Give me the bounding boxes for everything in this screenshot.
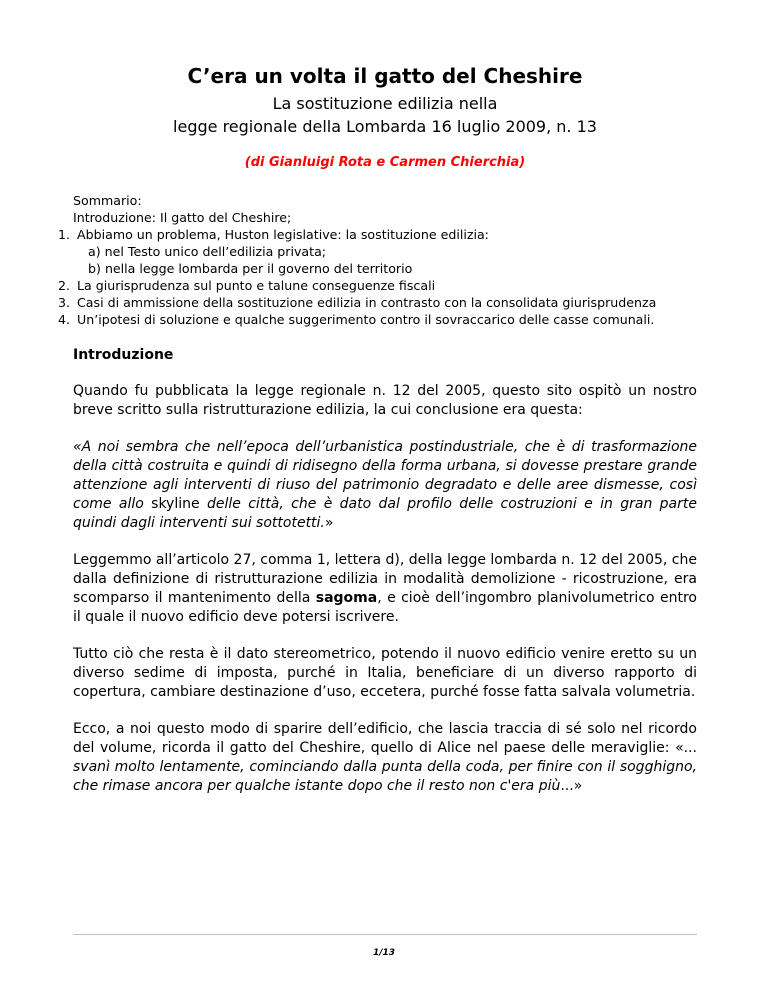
summary-item-number: a) (88, 244, 101, 259)
quote-text: delle città, che è dato dal profilo delle costruzioni e in gran parte quindi dagli interventi sui sottotetti. (73, 496, 697, 531)
body-paragraph (73, 720, 697, 796)
summary-label: Sommario: (73, 193, 142, 208)
summary-item: 4. Un’ipotesi di soluzione e qualche suggerimento contro il sovraccarico delle casse comunali. (58, 312, 655, 327)
summary-subitem (73, 243, 697, 260)
paragraph-text: , e cioè dell’ingombro planivolumetrico entro il quale il nuovo edificio deve potersi iscrivere. (73, 590, 697, 625)
quote-text: «A noi sembra che nell’epoca dell’urbanistica postindustriale, che è di trasformazione della città costruita e quindi di ridisegno della forma urbana, si dovesse prestare grande attenzione agli interventi di riuso del patrimonio degradato e delle aree dismesse, così come allo (73, 439, 697, 512)
italic-quote: svanì molto lentamente, cominciando dalla punta della coda, per finire con il sogghigno, che rimase ancora per qualche istante dopo che il resto non c'era più (73, 759, 697, 794)
section-heading: Introduzione (73, 347, 174, 363)
summary-item-number: b) (88, 261, 101, 276)
page-number: 1/13 (372, 948, 396, 958)
paragraph-text: Ecco, a noi questo modo di sparire dell’edificio, che lascia traccia di sé solo nel ricordo del volume, ricorda il gatto del Cheshire, quello di Alice nel paese delle meraviglie: «... (73, 721, 697, 756)
summary-item-text: Un’ipotesi di soluzione e qualche suggerimento contro il sovraccarico delle casse comunali. (77, 312, 655, 327)
summary-item-text: La giurisprudenza sul punto e talune conseguenze fiscali (77, 278, 436, 293)
quote-close: ...» (560, 778, 583, 794)
bold-term: sagoma (315, 590, 378, 606)
summary-item-text: nella legge lombarda per il governo del territorio (104, 261, 413, 276)
summary-intro: Introduzione: Il gatto del Cheshire; (73, 210, 292, 225)
quote-skyline-term: skyline (151, 496, 200, 512)
summary-item: 1. Abbiamo un problema, Huston legislative: la sostituzione edilizia: (58, 227, 489, 242)
subtitle-line-2: legge regionale della Lombarda 16 luglio 2009, n. 13 (173, 117, 597, 136)
page-content (58, 62, 697, 796)
summary-item-text: Casi di ammissione della sostituzione edilizia in contrasto con la consolidata giurisprudenza (77, 295, 657, 310)
summary-item: 2. La giurisprudenza sul punto e talune conseguenze fiscali (58, 278, 436, 293)
quote-paragraph (73, 438, 697, 533)
body-paragraph: Tutto ciò che resta è il dato stereometrico, potendo il nuovo edificio venire eretto su un diverso sedime di imposta, purché in Italia, beneficiare di un diverso rapporto di copertura, cambiare destinazione d’uso, eccetera, purché fosse fatta salvala volumetria. (73, 646, 697, 700)
summary-item-text: nel Testo unico dell’edilizia privata; (104, 244, 327, 259)
document-subtitle (73, 92, 697, 138)
summary-item-text: Abbiamo un problema, Huston legislative: la sostituzione edilizia: (77, 227, 489, 242)
summary-item: 3. Casi di ammissione della sostituzione edilizia in contrasto con la consolidata giurisprudenza (58, 295, 657, 310)
subtitle-line-1: La sostituzione edilizia nella (272, 94, 498, 113)
summary-block (58, 192, 697, 328)
quote-close: » (324, 515, 334, 531)
summary-subitem (73, 260, 697, 277)
paragraph-text: Leggemmo all’articolo 27, comma 1, lettera d), della legge lombarda n. 12 del 2005, che dalla definizione di ristrutturazione edilizia in modalità demolizione - ricostruzione, era scomparso il mantenimento della (73, 552, 697, 606)
footer-divider (73, 934, 697, 935)
body-paragraph (73, 551, 697, 627)
authors-line: (di Gianluigi Rota e Carmen Chierchia) (244, 155, 526, 170)
document-title: C’era un volta il gatto del Cheshire (187, 64, 583, 88)
body-paragraph: Quando fu pubblicata la legge regionale n. 12 del 2005, questo sito ospitò un nostro breve scritto sulla ristrutturazione edilizia, la cui conclusione era questa: (73, 383, 697, 418)
